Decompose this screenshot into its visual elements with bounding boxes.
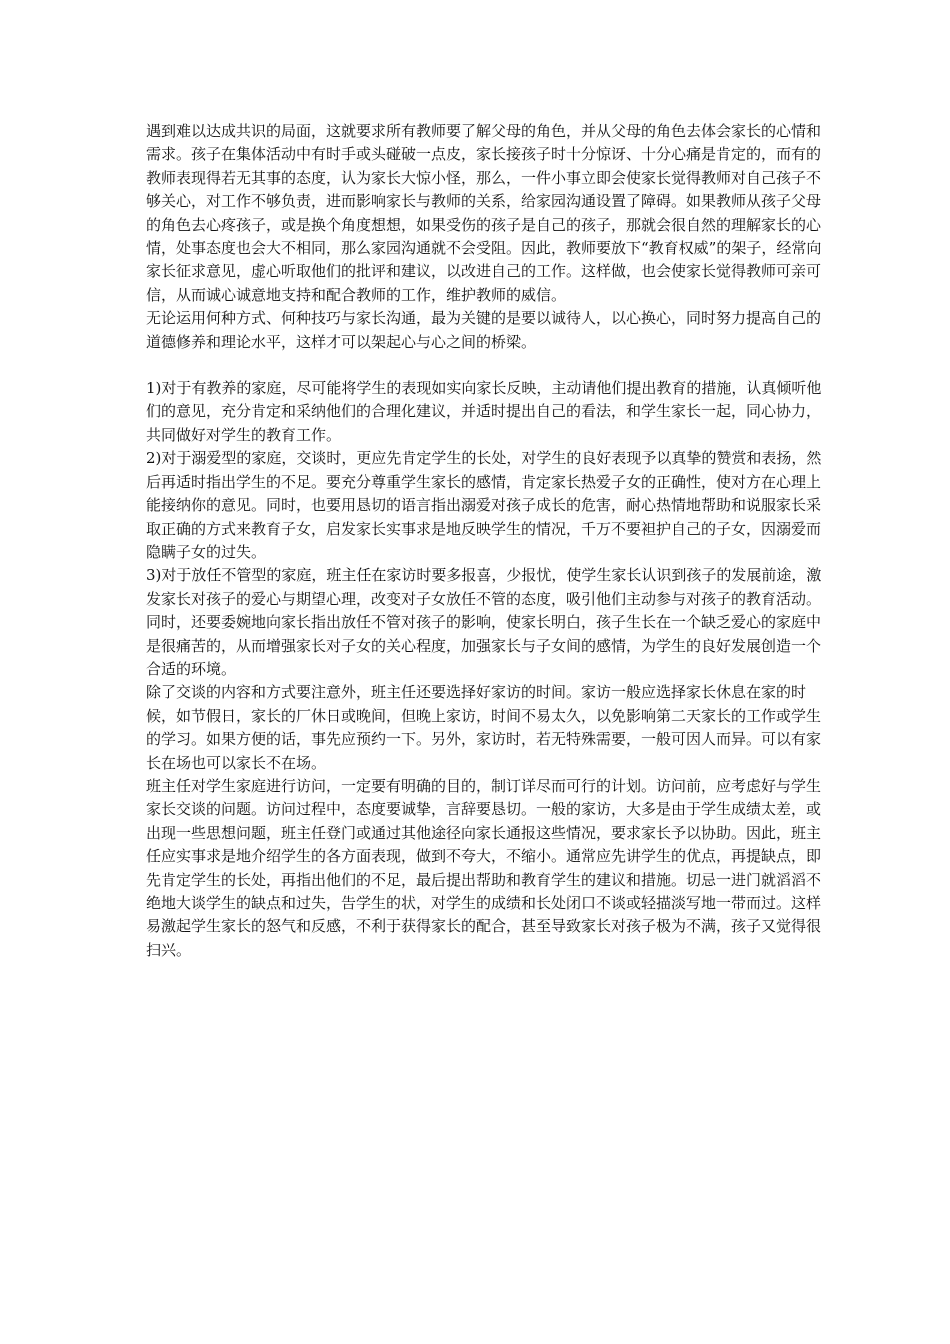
paragraph-laissez-faire-family: 3)对于放任不管型的家庭，班主任在家访时要多报喜，少报忧，使学生家长认识到孩子的发展前途，激发家长对孩子的爱心与期望心理，改变对子女放任不管的态度，吸引他们主动参与对孩子的教育活动。同时，还要委婉地向家长指出放任不管对孩子的影响，使家长明白，孩子生长在一个缺乏爱心的家庭中是很痛苦的，从而增强家长对子女的关心程度，加强家长与子女间的感情，为学生的良好发展创造一个合适的环境。 bbox=[146, 566, 822, 678]
blank-line bbox=[146, 354, 826, 377]
paragraph-visit-purpose: 班主任对学生家庭进行访问，一定要有明确的目的，制订详尽而可行的计划。访问前，应考虑好与学生家长交谈的问题。访问过程中，态度要诚挚，言辞要恳切。一般的家访，大多是由于学生成绩太差，或出现一些思想问题，班主任登门或通过其他途径向家长通报这些情况，要求家长予以协助。因此，班主任应实事求是地介绍学生的各方面表现，做到不夸大，不缩小。通常应先讲学生的优点，再提缺点，即先肯定学生的长处，再指出他们的不足，最后提出帮助和教育学生的建议和措施。切忌一进门就滔滔不绝地大谈学生的缺点和过失，告学生的状，对学生的成绩和长处闭口不谈或轻描淡写地一带而过。这样易激起学生家长的怒气和反感，不利于获得家长的配合，甚至导致家长对孩子极为不满，孩子又觉得很扫兴。 bbox=[146, 776, 822, 959]
paragraph-visit-timing: 除了交谈的内容和方式要注意外，班主任还要选择好家访的时间。家访一般应选择家长休息在家的时候，如节假日，家长的厂休日或晚间，但晚上家访，时间不易太久，以免影响第二天家长的工作或学生的学习。如果方便的话，事先应预约一下。另外，家访时，若无特殊需要，一般可因人而异。可以有家长在场也可以家长不在场。 bbox=[146, 683, 822, 772]
paragraph-role-empathy: 遇到难以达成共识的局面，这就要求所有教师要了解父母的角色，并从父母的角色去体会家长的心情和需求。孩子在集体活动中有时手或头碰破一点皮，家长接孩子时十分惊讶、十分心痛是肯定的，而有的教师表现得若无其事的态度，认为家长大惊小怪，那么，一件小事立即会使家长觉得教师对自己孩子不够关心，对工作不够负责，进而影响家长与教师的关系，给家园沟通设置了障碍。如果教师从孩子父母的角色去心疼孩子，或是换个角度想想，如果受伤的孩子是自己的孩子，那就会很自然的理解家长的心情，处事态度也会大不相同，那么家园沟通就不会受阻。因此，教师要放下“教育权威”的架子，经常向家长征求意见，虚心听取他们的批评和建议，以改进自己的工作。这样做，也会使家长觉得教师可亲可信，从而诚心诚意地支持和配合教师的工作，维护教师的威信。 bbox=[146, 122, 822, 304]
paragraph-sincerity: 无论运用何种方式、何种技巧与家长沟通，最为关键的是要以诚待人，以心换心，同时努力提高自己的道德修养和理论水平，这样才可以架起心与心之间的桥梁。 bbox=[146, 309, 822, 351]
paragraph-doting-family: 2)对于溺爱型的家庭，交谈时，更应先肯定学生的长处，对学生的良好表现予以真挚的赞赏和表扬，然后再适时指出学生的不足。要充分尊重学生家长的感情，肯定家长热爱子女的正确性，使对方在心理上能接纳你的意见。同时，也要用恳切的语言指出溺爱对孩子成长的危害，耐心热情地帮助和说服家长采取正确的方式来教育子女，启发家长实事求是地反映学生的情况，千万不要袒护自己的子女，因溺爱而隐瞒子女的过失。 bbox=[146, 449, 822, 561]
paragraph-educated-family: 1)对于有教养的家庭，尽可能将学生的表现如实向家长反映，主动请他们提出教育的措施，认真倾听他们的意见，充分肯定和采纳他们的合理化建议，并适时提出自己的看法，和学生家长一起，同心协力，共同做好对学生的教育工作。 bbox=[146, 379, 822, 444]
document-body bbox=[146, 120, 826, 962]
